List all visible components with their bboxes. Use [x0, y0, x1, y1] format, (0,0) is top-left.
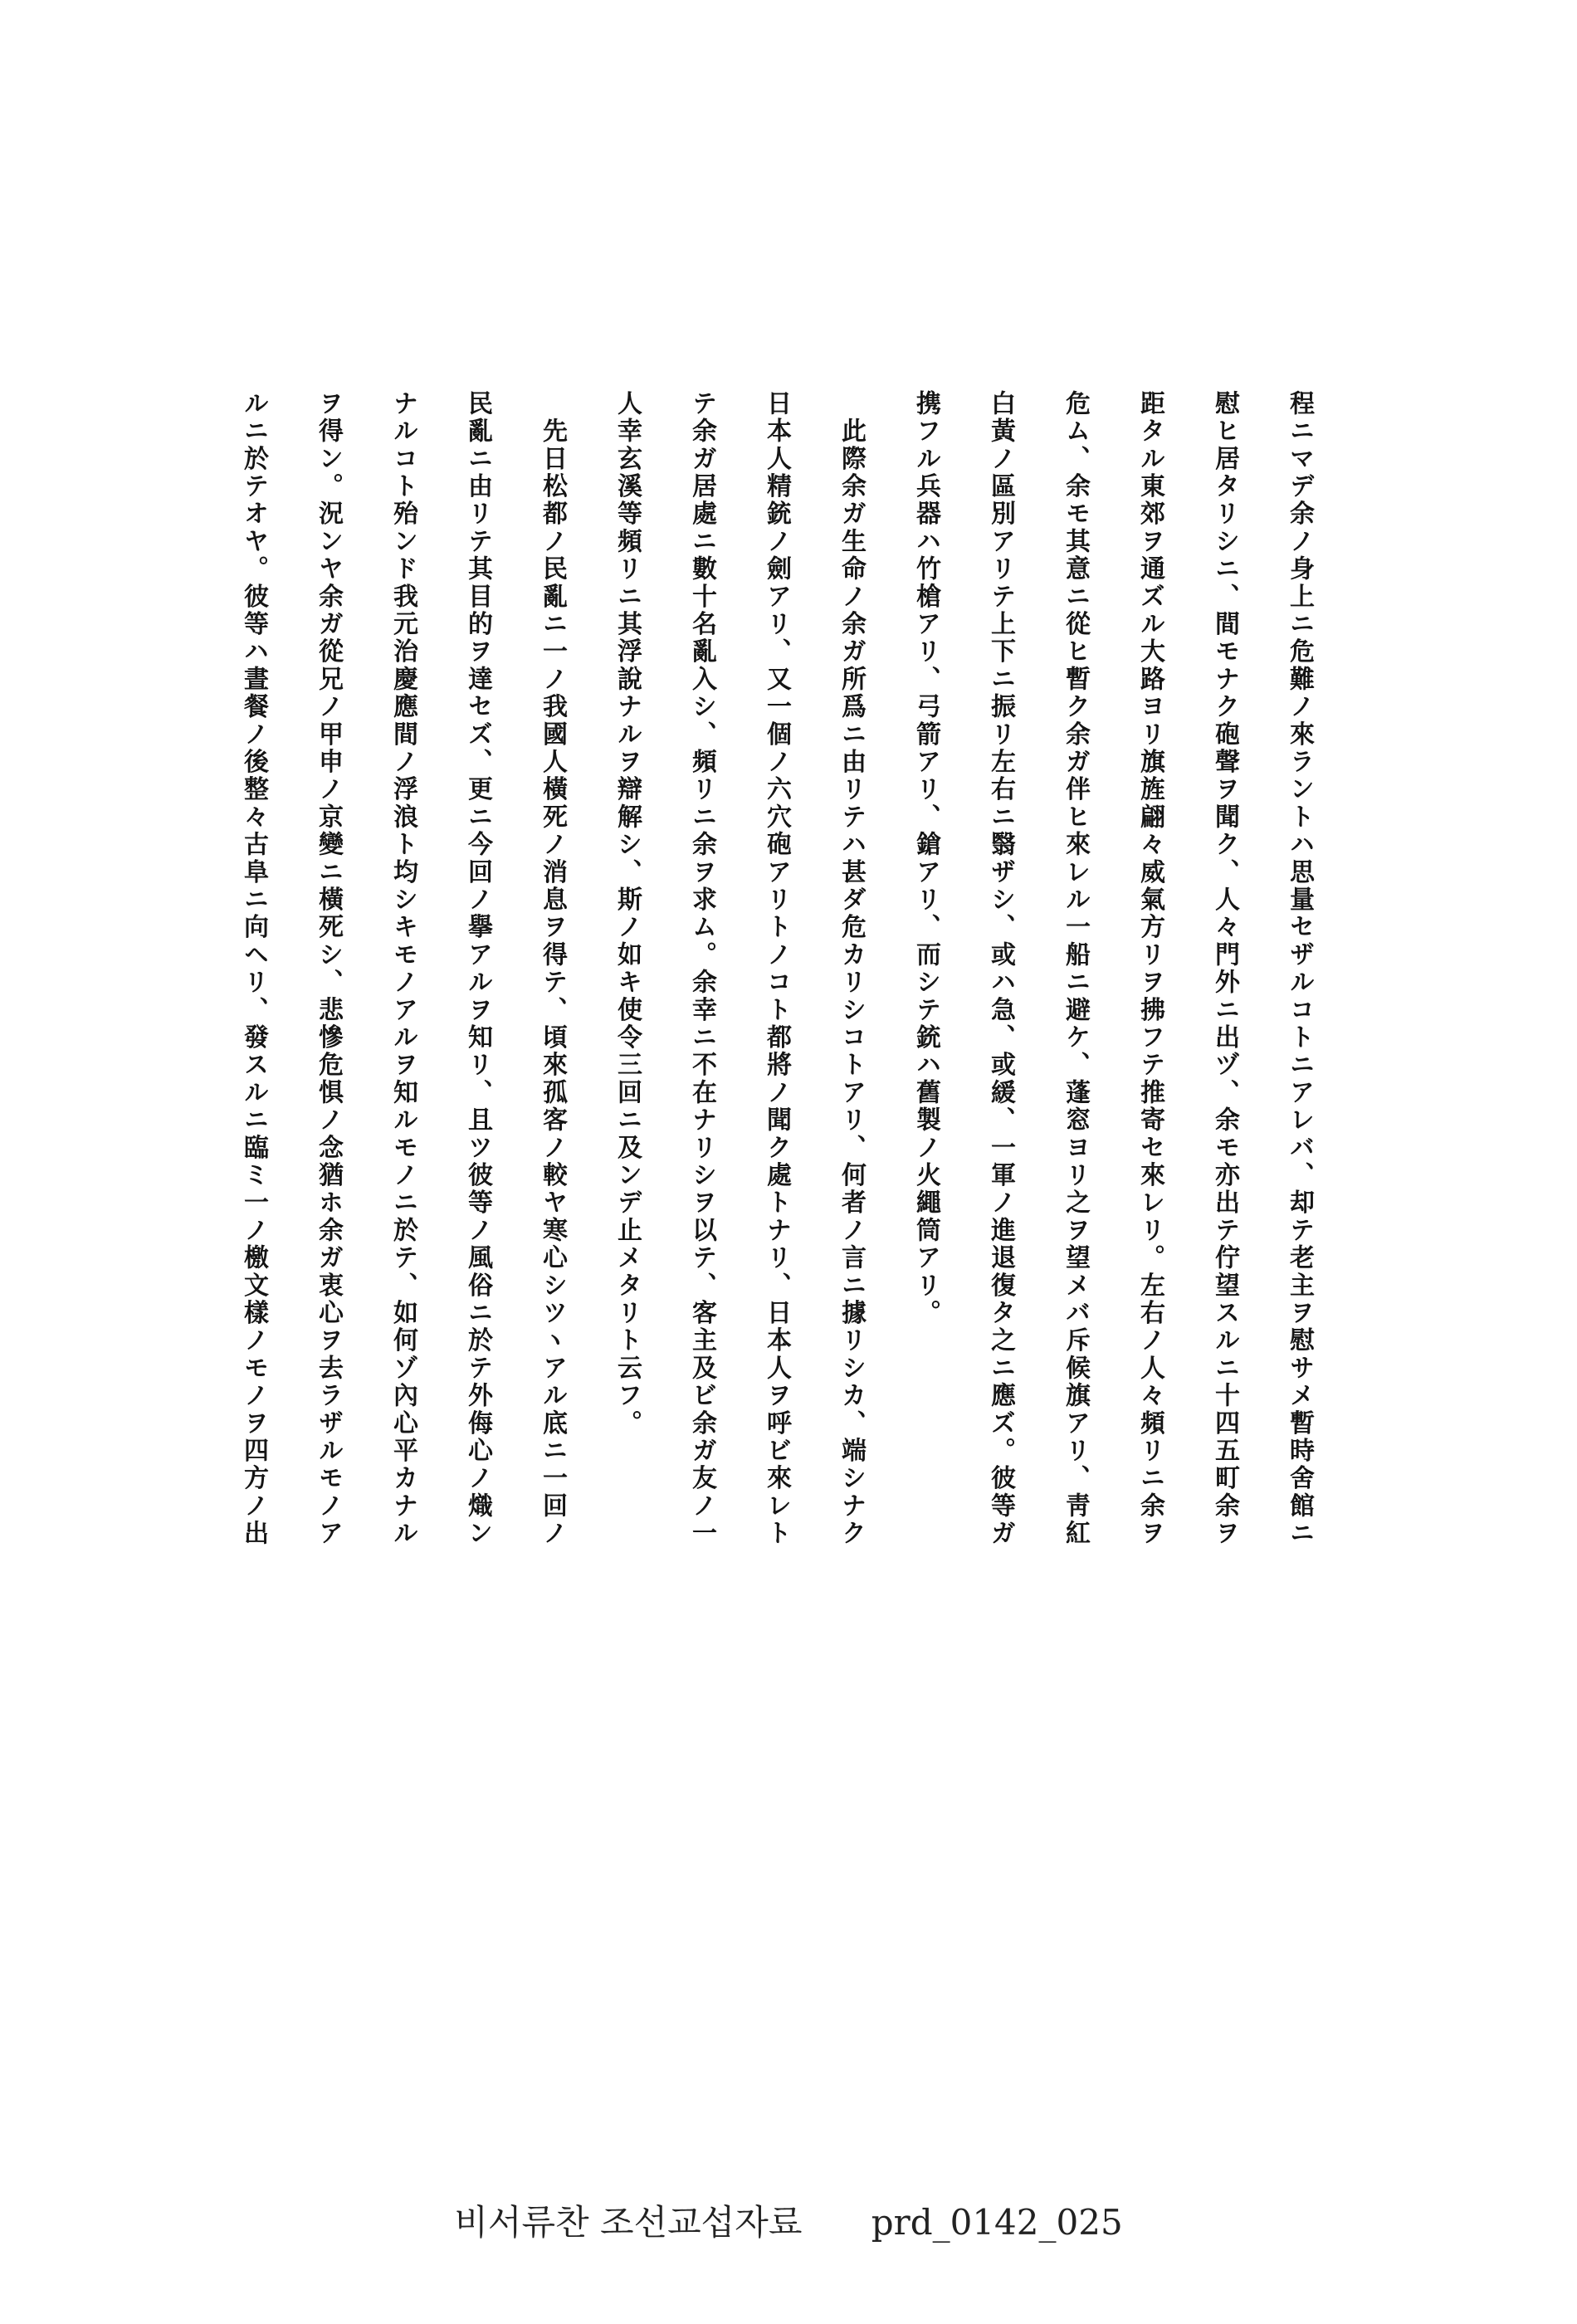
text-line: テ余ガ居處ニ數十名亂入シ、頻リニ余ヲ求ム。余幸ニ不在ナリシヲ以テ、客主及ビ余ガ友ノ一: [687, 390, 716, 1548]
text-line: 日本人精銃ノ劍アリ、又一個ノ六穴砲アリトノコト都將ノ聞ク處トナリ、日本人ヲ呼ビ來レト: [762, 390, 791, 1548]
text-line: 距タル東郊ヲ通ズル大路ヨリ旗旌翩々威氣方リヲ拂フテ推寄セ來レリ。左右ノ人々頻リニ余ヲ: [1135, 390, 1164, 1548]
text-line: 先日松都ノ民亂ニ一ノ我國人橫死ノ消息ヲ得テ、頃來孤客ノ較ヤ寒心シツヽアル底ニ一回ノ: [538, 390, 567, 1548]
page-footer: [0, 2195, 1577, 2245]
text-line: 程ニマデ余ノ身上ニ危難ノ來ラントハ思量セザルコトニアレバ、却テ老主ヲ慰サメ暫時舍館ニ: [1285, 390, 1314, 1548]
text-line: ヲ得ン。況ンヤ余ガ從兄ノ甲申ノ京變ニ橫死シ、悲慘危惧ノ念猶ホ余ガ衷心ヲ去ラザルモノア: [314, 390, 343, 1548]
text-line: 携フル兵器ハ竹槍アリ、弓箭アリ、鎗アリ、而シテ銃ハ舊製ノ火繩筒アリ。: [911, 390, 940, 1327]
vertical-text-body: [241, 390, 1336, 1967]
text-line: 人幸玄溪等頻リニ其浮說ナルヲ辯解シ、斯ノ如キ使令三回ニ及ンデ止メタリト云フ。: [613, 390, 642, 1438]
text-line: ナルコト殆ンド我元治慶應間ノ浮浪ト均シキモノアルヲ知ルモノニ於テ、如何ゾ內心平カナル: [388, 390, 417, 1548]
text-line: 民亂ニ由リテ其目的ヲ達セズ、更ニ今回ノ擧アルヲ知リ、且ツ彼等ノ風俗ニ於テ外侮心ノ熾ン: [463, 390, 492, 1548]
text-line: ルニ於テオヤ。彼等ハ晝餐ノ後整々古阜ニ向ヘリ、發スルニ臨ミ一ノ檄文樣ノモノヲ四方ノ出: [239, 390, 268, 1548]
text-line: 此際余ガ生命ノ余ガ所爲ニ由リテハ甚ダ危カリシコトアリ、何者ノ言ニ據リシカ、端シナク: [837, 390, 866, 1548]
text-line: 慰ヒ居タリシニ、間モナク砲聲ヲ聞ク、人々門外ニ出ヅ、余モ亦出テ佇望スルニ十四五町余ヲ: [1210, 390, 1239, 1548]
text-line: 危ム、余モ其意ニ從ヒ暫ク余ガ伴ヒ來レル一船ニ避ケ、蓬窓ヨリ之ヲ望メバ斥候旗アリ、靑紅: [1061, 390, 1090, 1548]
text-line: 白黃ノ區別アリテ上下ニ振リ左右ニ翳ザシ、或ハ急、或緩、一軍ノ進退復タ之ニ應ズ。彼等ガ: [986, 390, 1015, 1548]
page-id: prd_0142_025: [871, 2202, 1123, 2243]
source-title: 비서류찬 조선교섭자료: [454, 2202, 803, 2243]
